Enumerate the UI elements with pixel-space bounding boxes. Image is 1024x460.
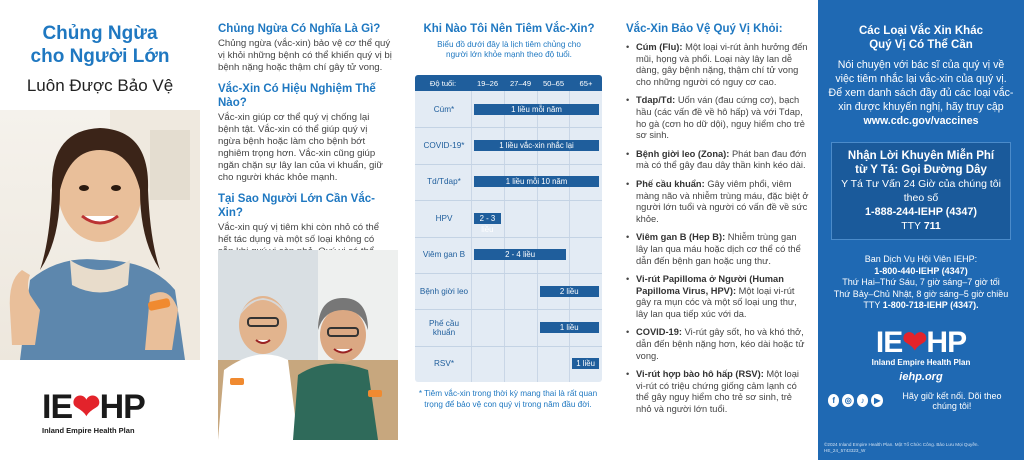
diseases-panel bbox=[614, 0, 818, 460]
dose-bar: 1 liều vắc-xin nhắc lại bbox=[474, 140, 599, 151]
schedule-row bbox=[415, 127, 602, 163]
list-item: • Vi-rút hợp bào hô hấp (RSV): Một loại vi-rút có triệu chứng giống cảm lạnh có thể gây nguy hiểm cho trẻ sơ sinh, trẻ nhỏ và người lớn tuổi. bbox=[626, 369, 810, 415]
facebook-icon[interactable]: f bbox=[828, 394, 839, 407]
dose-bar: 2 - 3 liều bbox=[474, 213, 501, 224]
member-services-label: Ban Dịch Vụ Hội Viên IEHP: bbox=[864, 254, 978, 264]
list-item: • Tdap/Td: Uốn ván (đau cứng cơ), bạch hầu (các vấn đề về hô hấp) và với Tdap, ho gà (cơn ho dữ dội), nguy hiểm cho trẻ sơ sinh. bbox=[626, 95, 810, 141]
copyright: ©2024 Inland Empire Health Plan. Một Tổ Chức Công. Bảo Lưu Mọi Quyền. HE_24_5743323_W bbox=[824, 442, 979, 453]
list-item: • Viêm gan B (Hep B): Nhiễm trùng gan lây lan qua máu hoặc dịch cơ thể có thể dẫn đến bệnh gan hoặc ung thư. bbox=[626, 232, 810, 267]
vaccine-name: Bệnh giời leo bbox=[419, 286, 469, 296]
vaccine-name: Phế cầu khuẩn bbox=[428, 318, 460, 337]
info-panel bbox=[200, 0, 404, 460]
list-item: • Bệnh giời leo (Zona): Phát ban đau đớn mà có thể gây đau dây thần kinh kéo dài. bbox=[626, 149, 810, 172]
list-item: • Vi-rút Papilloma ở Người (Human Papilloma Virus, HPV): Một loại vi-rút gây ra mụn cóc và một số loại ung thư, lây lan qua tiếp xúc với da. bbox=[626, 274, 810, 320]
age-group: 50–65 bbox=[542, 78, 565, 88]
cdc-link[interactable]: www.cdc.gov/vaccines bbox=[863, 115, 979, 127]
seniors-photo bbox=[218, 250, 398, 440]
nurse-line-box bbox=[831, 142, 1011, 240]
section-heading: Tại Sao Người Lớn Cần Vắc-Xin? bbox=[218, 193, 375, 219]
heart-icon: ❤ bbox=[72, 388, 100, 426]
dose-bar: 1 liều bbox=[540, 322, 600, 333]
vaccine-name: Td/Tdap* bbox=[427, 177, 461, 187]
vaccine-name: RSV* bbox=[433, 359, 455, 369]
cover-title-line1: Chủng Ngừa bbox=[42, 23, 158, 44]
row-separator bbox=[415, 273, 602, 274]
cover-panel bbox=[0, 0, 200, 460]
cover-title bbox=[0, 22, 200, 68]
youtube-icon[interactable]: ▶ bbox=[871, 394, 882, 407]
dose-bar: 2 - 4 liều bbox=[474, 249, 566, 260]
other-vaccines-heading: Các Loại Vắc Xin Khác Quý Vị Có Thể Cần bbox=[859, 25, 983, 51]
dose-bar: 2 liều bbox=[540, 286, 600, 297]
section-body: Vắc-xin giúp cơ thể quý vị chống lại bệnh tật. Vắc-xin có thể giúp quý vị ngừa bệnh hoặc làm cho bệnh bớt nghiêm trọng hơn. Vắc-xin cũng giúp ngăn chặn sự lây lan của vi khuẩn, giữ cho người khác khỏe mạnh. bbox=[218, 112, 383, 183]
row-separator bbox=[415, 127, 602, 128]
vaccine-name: Cúm* bbox=[433, 104, 455, 114]
row-separator bbox=[415, 309, 602, 310]
nurse-line-tty: TTY 711 bbox=[901, 220, 941, 232]
vaccine-name: HPV bbox=[435, 213, 453, 223]
nurse-line-text: Y Tá Tư Vấn 24 Giờ của chúng tôi theo số bbox=[841, 178, 1001, 204]
member-services-hours: Thứ Hai–Thứ Sáu, 7 giờ sáng–7 giờ tối bbox=[842, 277, 1000, 287]
social-cta: Hãy giữ kết nối. Dõi theo chúng tôi! bbox=[902, 390, 1002, 411]
member-services-hours: Thứ Bảy–Chủ Nhật, 8 giờ sáng–5 giờ chiều bbox=[833, 288, 1009, 299]
age-group: 27–49 bbox=[509, 78, 532, 88]
logo-tagline: Inland Empire Health Plan bbox=[871, 357, 971, 367]
tiktok-icon[interactable]: ♪ bbox=[857, 394, 868, 407]
logo-tagline: Inland Empire Health Plan bbox=[42, 426, 135, 435]
section-heading: Chủng Ngừa Có Nghĩa Là Gì? bbox=[218, 23, 381, 35]
vaccine-name: COVID-19* bbox=[423, 141, 465, 151]
age-header-label: Độ tuổi: bbox=[429, 78, 457, 88]
section-body: Vắc-xin quý vị tiêm khi còn nhỏ có thể hết tác dụng và một số loại không có bbox=[218, 222, 380, 245]
iehp-logo: IE❤HP Inland Empire Health Plan bbox=[42, 390, 162, 435]
dose-bar: 1 liều bbox=[572, 358, 599, 369]
contact-panel bbox=[818, 0, 1024, 460]
heart-icon: ❤ bbox=[902, 325, 927, 359]
schedule-footnote: * Tiêm vắc-xin trong thời kỳ mang thai là rất quan trọng để bảo vệ con quý vị trong năm đầu đời. bbox=[418, 389, 598, 409]
schedule-row bbox=[415, 309, 602, 345]
schedule-row bbox=[415, 237, 602, 273]
vaccine-name: Viêm gan B bbox=[422, 250, 466, 260]
schedule-heading: Khi Nào Tôi Nên Tiêm Vắc-Xin? bbox=[423, 23, 595, 35]
schedule-row bbox=[415, 91, 602, 127]
schedule-row bbox=[415, 346, 602, 382]
age-group: 19–26 bbox=[476, 78, 499, 88]
schedule-intro: Biểu đồ dưới đây là lịch tiêm chủng cho người lớn khỏe mạnh theo độ tuổi. bbox=[437, 40, 581, 59]
schedule-row bbox=[415, 273, 602, 309]
dose-bar: 1 liều mỗi 10 năm bbox=[474, 176, 599, 187]
list-item: • Phế cầu khuẩn: Gây viêm phổi, viêm màng não và nhiễm trùng máu, đặc biệt ở người lớn tuổi và người có vấn đề về sức khỏe. bbox=[626, 179, 810, 225]
schedule-header bbox=[415, 75, 602, 91]
schedule-table bbox=[415, 75, 602, 382]
woman-photo bbox=[0, 110, 200, 360]
list-item: • Cúm (Flu): Một loại vi-rút ảnh hưởng đến mũi, họng và phổi. Loại này lây lan dễ dàng, gây bệnh nặng, thậm chí tử vong cho những người có nguy cơ cao. bbox=[626, 42, 810, 88]
section-heading: Vắc-Xin Có Hiệu Nghiệm Thế Nào? bbox=[218, 83, 376, 109]
woman-illustration bbox=[0, 110, 200, 360]
schedule-row bbox=[415, 164, 602, 200]
other-vaccines-text: Nói chuyện với bác sĩ của quý vị về việc tiêm nhắc lại vắc-xin của quý vị. Để xem danh sách đầy đủ các loại vắc-xin được khuyến nghị, hãy truy cập www.cdc.gov/vaccines bbox=[828, 59, 1014, 127]
diseases-list bbox=[626, 42, 810, 416]
member-services-tty: TTY 1-800-718-IEHP (4347). bbox=[863, 300, 979, 310]
website-link[interactable]: iehp.org bbox=[899, 370, 943, 383]
row-separator bbox=[415, 346, 602, 347]
seniors-illustration bbox=[218, 250, 398, 440]
schedule-row bbox=[415, 200, 602, 236]
member-services-phone[interactable]: 1-800-440-IEHP (4347) bbox=[874, 265, 968, 276]
member-services bbox=[828, 254, 1014, 312]
list-item: • COVID-19: Vi-rút gây sốt, ho và khó thở, dẫn đến bệnh nặng hơn, kéo dài hoặc tử vong. bbox=[626, 327, 810, 362]
row-separator bbox=[415, 200, 602, 201]
nurse-line-heading: Nhận Lời Khuyên Miễn Phí từ Y Tá: Gọi Đường Dây bbox=[847, 150, 995, 176]
instagram-icon[interactable]: ◎ bbox=[842, 394, 853, 407]
row-separator bbox=[415, 237, 602, 238]
schedule-panel bbox=[404, 0, 614, 460]
dose-bar: 1 liều mỗi năm bbox=[474, 104, 599, 115]
cover-title-line2: cho Người Lớn bbox=[30, 46, 170, 67]
row-separator bbox=[415, 164, 602, 165]
diseases-heading: Vắc-Xin Bảo Vệ Quý Vị Khỏi: bbox=[626, 23, 783, 35]
iehp-logo-white: IE❤HP Inland Empire Health Plan bbox=[828, 328, 1014, 367]
cover-subtitle: Luôn Được Bảo Vệ bbox=[26, 76, 174, 95]
section-body: Chủng ngừa (vắc-xin) bảo vệ cơ thể quý vị khỏi những bệnh có thể khiến quý vị bị bệnh nặng hoặc thậm chí gây tử vong. bbox=[218, 38, 392, 73]
age-group: 65+ bbox=[579, 78, 593, 88]
social-bar bbox=[828, 391, 1014, 411]
nurse-line-phone[interactable]: 1-888-244-IEHP (4347) bbox=[864, 206, 978, 218]
